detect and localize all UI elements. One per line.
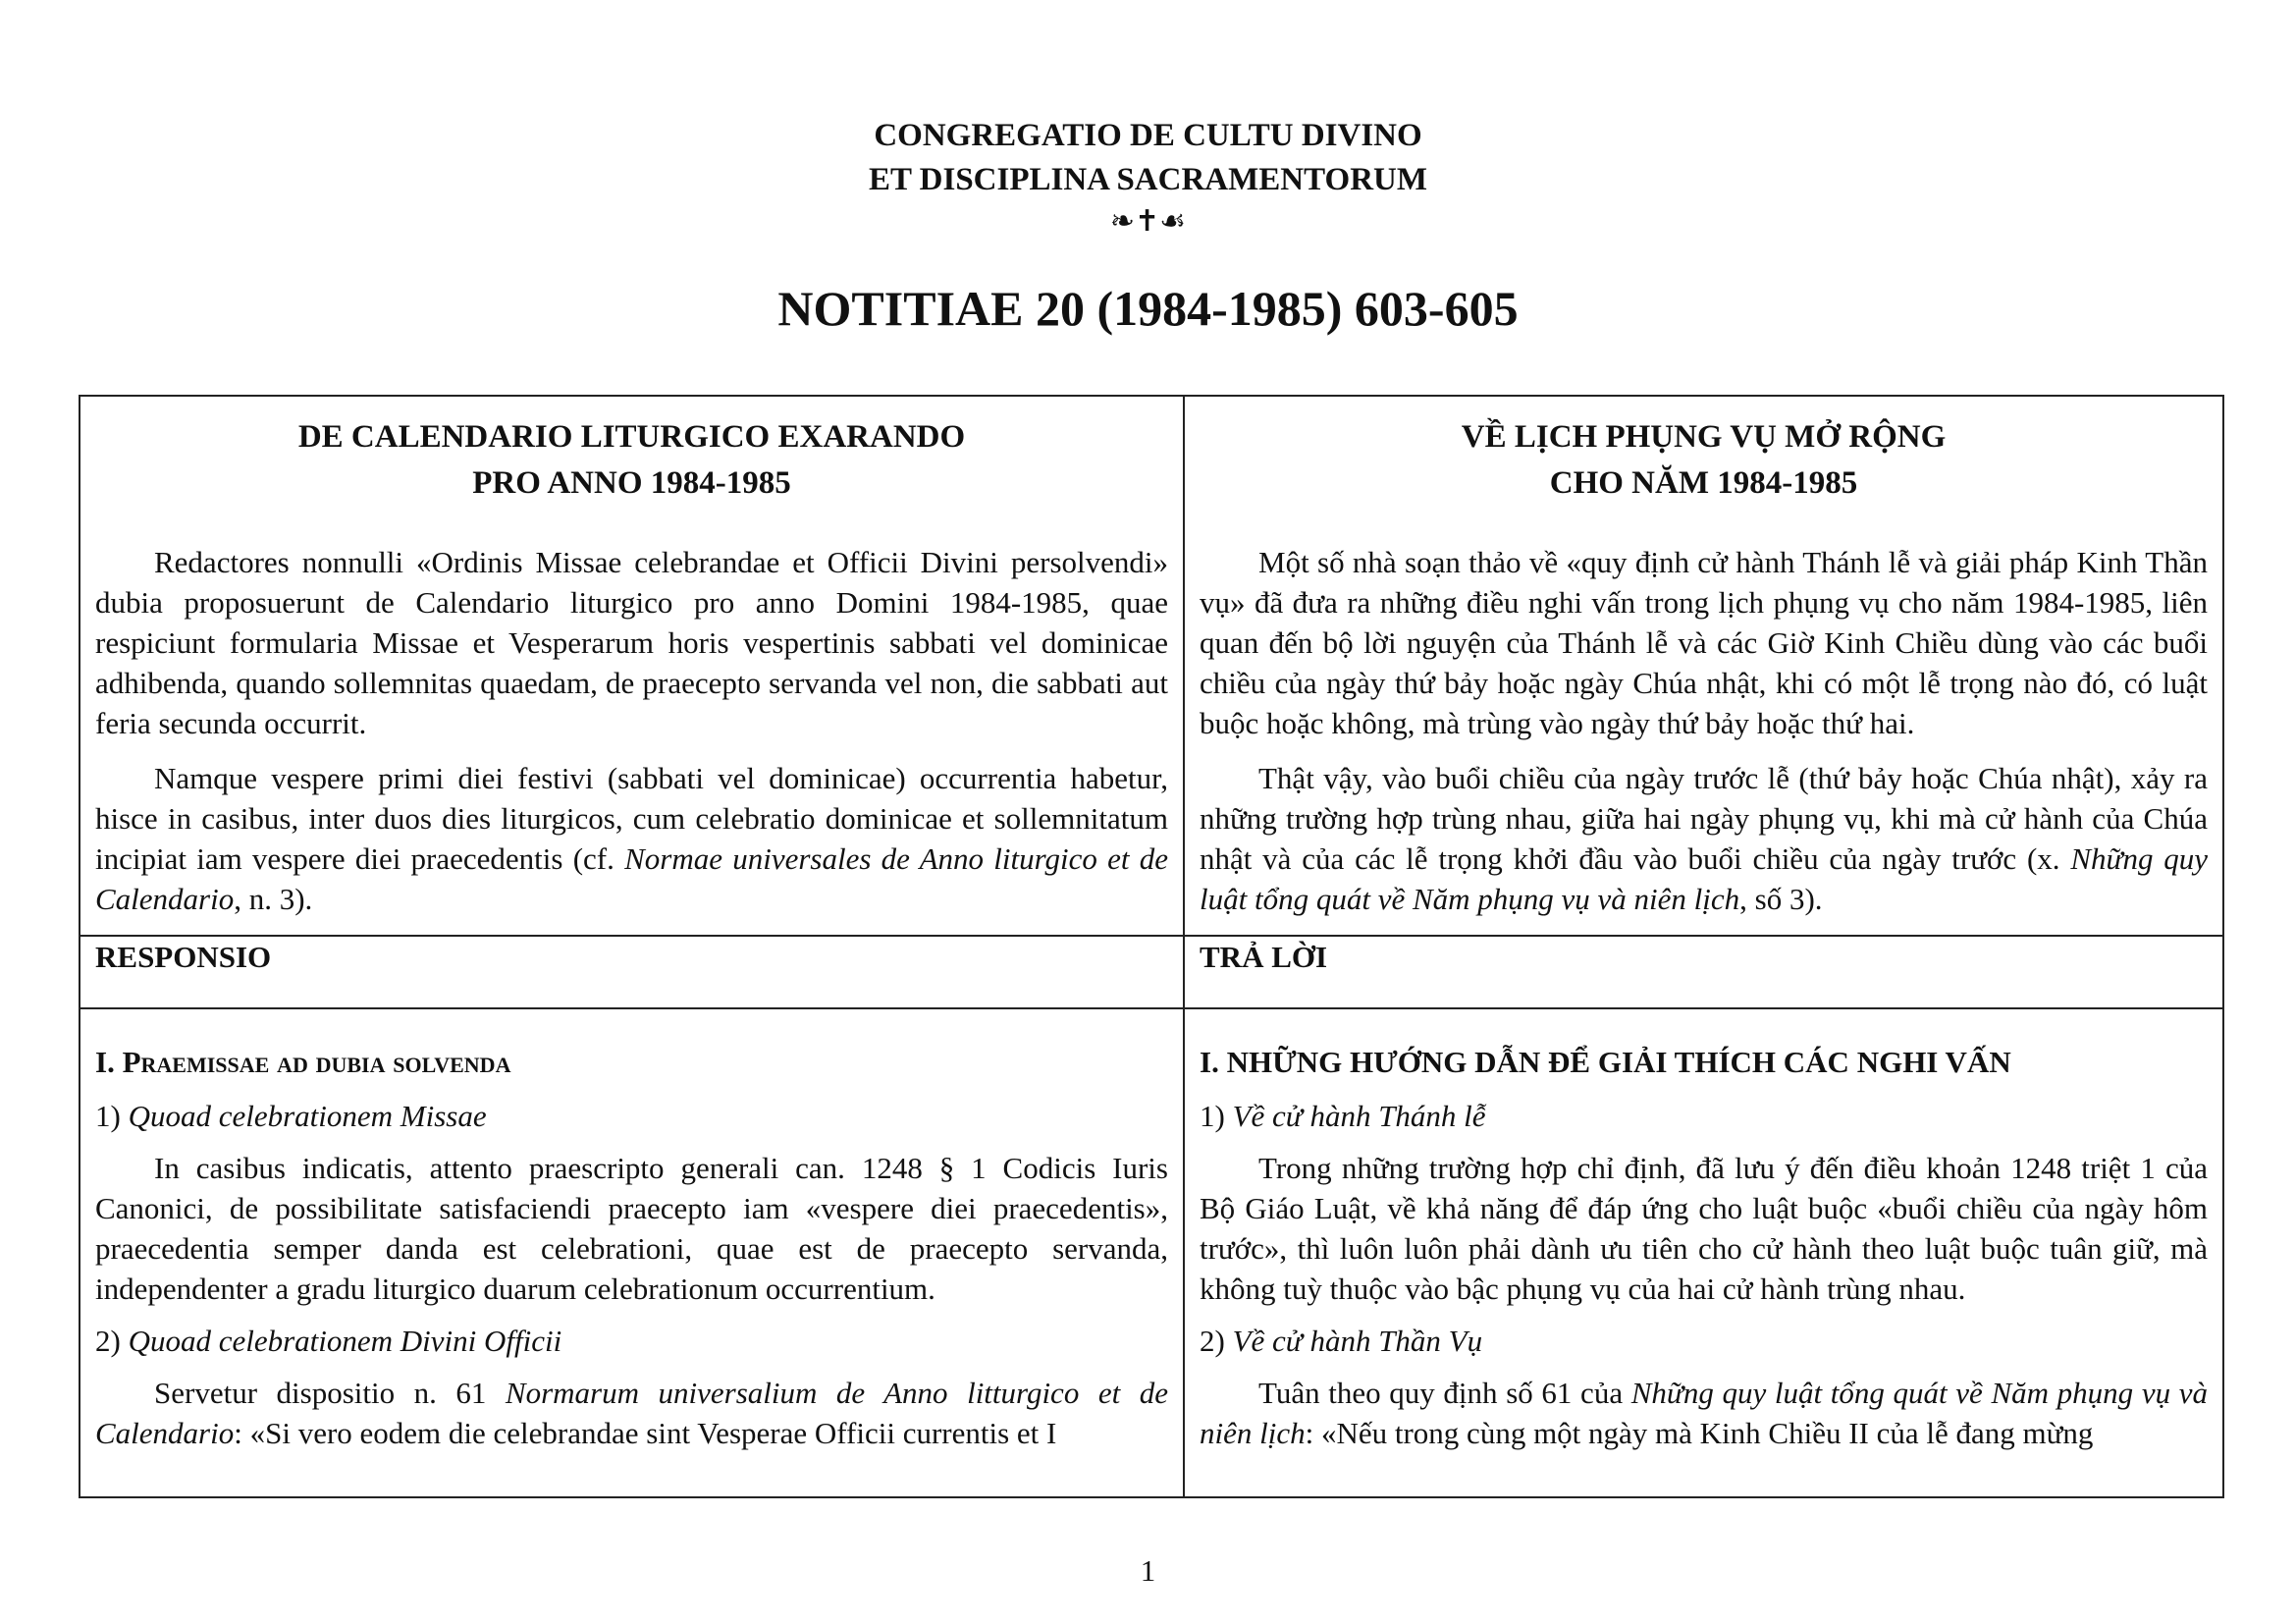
- vietnamese-paragraph-3: Trong những trường hợp chỉ định, đã lưu ý đến điều khoản 1248 triệt 1 của Bộ Giáo Luật, về khả năng để đáp ứng cho luật buộc «buổi chiều của ngày hôm trước», thì luôn luôn phải dành ưu tiên cho cử hành theo luật buộc tuân giữ, mà không tuỳ thuộc vào bậc phụng vụ của hai cử hành trùng nhau.: [1200, 1151, 2208, 1306]
- page-title: NOTITIAE 20 (1984-1985) 603-605: [777, 281, 1519, 336]
- vietnamese-heading: [1200, 397, 2208, 507]
- subsection-title: Về cử hành Thánh lễ: [1232, 1099, 1486, 1133]
- latin-paragraph-3: In casibus indicatis, attento praescripto generali can. 1248 § 1 Codicis Iuris Canonici, de possibilitate satisfaciendi praecepto iam «vespere diei praecedentis», praecedentia semper danda est celebrationi, quae est de praecepto servanda, independenter a gradu liturgico duarum celebrationum occurrentium.: [95, 1151, 1168, 1306]
- latin-subsection-1: [95, 1096, 1168, 1136]
- text-span: 1): [1200, 1099, 1233, 1133]
- latin-response-cell: [80, 1008, 1184, 1497]
- citation-italic: Những quy luật tổng quát về Năm phụng vụ và niên lịch: [1200, 1376, 2208, 1450]
- text-span: Servetur dispositio n. 61: [154, 1376, 506, 1410]
- latin-paragraph-4: [95, 1373, 1168, 1453]
- vietnamese-heading-line-2: CHO NĂM 1984-1985: [1549, 465, 1858, 501]
- text-span: 2): [1200, 1324, 1233, 1358]
- subsection-title: Về cử hành Thần Vụ: [1232, 1324, 1483, 1358]
- subsection-title: Quoad celebrationem Divini Officii: [128, 1324, 562, 1358]
- latin-section-1-heading: [95, 1041, 1168, 1084]
- vietnamese-paragraph-4: [1200, 1373, 2208, 1453]
- latin-paragraph-1: Redactores nonnulli «Ordinis Missae celebrandae et Officii Divini persolvendi» dubia proposuerunt de Calendario liturgico pro anno Domini 1984-1985, quae respiciunt formularia Missae et Vesperarum horis vespertinis sabbati vel dominicae adhibenda, quando sollemnitas quaedam, de praecepto servanda vel non, die sabbati aut feria secunda occurrit.: [95, 545, 1168, 740]
- text-span: Namque vespere primi diei festivi (sabbati vel dominicae) occurrentia habetur, hisce in casibus, inter duos dies liturgicos, cum celebratio dominicae et sollemnitatum incipiat iam vespere diei praecedentis (cf.: [95, 761, 1168, 876]
- table-row: [80, 936, 2223, 1008]
- latin-paragraph-2: [95, 758, 1168, 919]
- text-span: 2): [95, 1324, 129, 1358]
- citation-italic: Normarum universalium de Anno litturgico et de Calendario: [95, 1376, 1168, 1450]
- citation-italic: Normae universales de Anno liturgico et de Calendario: [95, 841, 1168, 916]
- text-span: Thật vậy, vào buổi chiều của ngày trước lễ (thứ bảy hoặc Chúa nhật), xảy ra những trường hợp trùng nhau, giữa hai ngày phụng vụ, khi mà cử hành của Chúa nhật và của các lễ trọng khởi đầu vào buổi chiều của ngày trước (x.: [1200, 761, 2208, 876]
- vietnamese-heading-line-1: VỀ LỊCH PHỤNG VỤ MỞ RỘNG: [1461, 419, 1947, 455]
- vietnamese-subsection-1: [1200, 1096, 2208, 1136]
- text-span: I. P: [95, 1045, 141, 1079]
- text-span: : «Si vero eodem die celebrandae sint Vesperae Officii currentis et I: [234, 1416, 1057, 1450]
- table-row: [80, 396, 2223, 936]
- congregation-line-1: CONGREGATIO DE CULTU DIVINO: [874, 118, 1422, 153]
- text-span: Tuân theo quy định số 61 của: [1258, 1376, 1631, 1410]
- bilingual-table: [79, 395, 2224, 1498]
- subsection-title: Quoad celebrationem Missae: [128, 1099, 487, 1133]
- text-span: raemissae ad dubia solvenda: [140, 1045, 511, 1079]
- vietnamese-paragraph-2: [1200, 758, 2208, 919]
- vietnamese-response-cell: [1184, 1008, 2223, 1497]
- page-number: 1: [1140, 1553, 1156, 1588]
- latin-heading-line-1: DE CALENDARIO LITURGICO EXARANDO: [297, 419, 966, 455]
- latin-subsection-2: [95, 1321, 1168, 1361]
- text-span: , n. 3).: [234, 882, 313, 916]
- text-span: 1): [95, 1099, 129, 1133]
- congregation-line-2: ET DISCIPLINA SACRAMENTORUM: [868, 162, 1428, 197]
- document-header: [0, 114, 2296, 242]
- tra-loi-heading: TRẢ LỜI: [1184, 936, 2223, 1008]
- text-span: : «Nếu trong cùng một ngày mà Kinh Chiều II của lễ đang mừng: [1305, 1416, 2094, 1450]
- cross-ornament-icon: ❧✝☙: [1109, 205, 1187, 238]
- citation-italic: Những quy luật tổng quát về Năm phụng vụ và niên lịch: [1200, 841, 2209, 916]
- vietnamese-subsection-2: [1200, 1321, 2208, 1361]
- latin-heading: [95, 397, 1168, 507]
- vietnamese-intro-cell: [1184, 396, 2223, 936]
- text-span: , số 3).: [1739, 882, 1823, 916]
- latin-heading-line-2: PRO ANNO 1984-1985: [472, 465, 791, 501]
- latin-intro-cell: [80, 396, 1184, 936]
- vietnamese-section-1-heading: I. NHỮNG HƯỚNG DẪN ĐỂ GIẢI THÍCH CÁC NGHI VẤN: [1200, 1045, 2011, 1079]
- vietnamese-paragraph-1: Một số nhà soạn thảo về «quy định cử hành Thánh lễ và giải pháp Kinh Thần vụ» đã đưa ra những điều nghi vấn trong lịch phụng vụ cho năm 1984-1985, liên quan đến bộ lời nguyện của Thánh lễ và các Giờ Kinh Chiều dùng vào các buổi chiều của ngày thứ bảy hoặc ngày Chúa nhật, khi có một lễ trọng nào đó, có luật buộc hoặc không, mà trùng vào ngày thứ bảy hoặc thứ hai.: [1200, 545, 2208, 740]
- responsio-heading: RESPONSIO: [80, 936, 1184, 1008]
- table-row: [80, 1008, 2223, 1497]
